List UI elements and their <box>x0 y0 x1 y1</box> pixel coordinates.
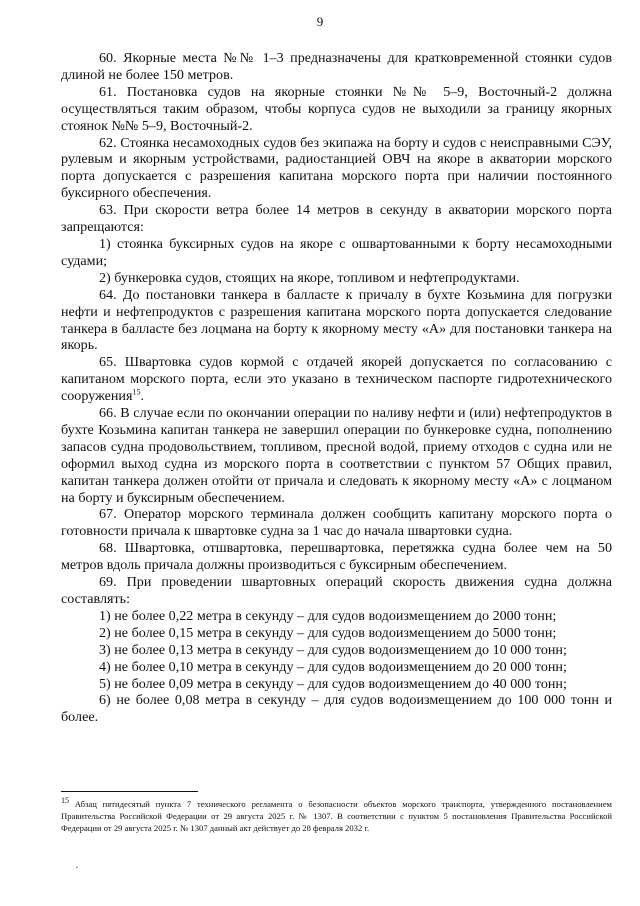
paragraph-65-text: 65. Швартовка судов кормой с отдачей якорей допускается по согласованию с капитаном морского порта, если это указано в техническом паспорте гидротехнического сооружения <box>61 354 612 405</box>
stray-mark: · <box>75 862 79 874</box>
document-body <box>61 50 612 726</box>
paragraph-69-item-5: 5) не более 0,09 метра в секунду – для судов водоизмещением до 40 000 тонн; <box>99 675 567 692</box>
paragraph-69-item-1: 1) не более 0,22 метра в секунду – для судов водоизмещением до 2000 тонн; <box>99 607 557 624</box>
paragraph-67: 67. Оператор морского терминала должен сообщить капитану морского порта о готовности причала к швартовке судна за 1 час до начала швартовки судна. <box>61 506 612 540</box>
paragraph-65-end: . <box>140 388 144 405</box>
paragraph-64: 64. До постановки танкера в балласте к причалу в бухте Козьмина для погрузки нефти и нефтепродуктов с разрешения капитана морского порта допускается следование танкера в балласте без лоцмана на борту к якорному месту «А» для постановки танкера на якорь. <box>61 286 612 354</box>
paragraph-69: 69. При проведении швартовных операций скорость движения судна должна составлять: <box>61 574 612 607</box>
paragraph-61: 61. Постановка судов на якорные стоянки №№ 5–9, Восточный-2 должна осуществляться таким образом, чтобы корпуса судов не выходили за границу якорных стоянок №№ 5–9, Восточный-2. <box>61 83 612 134</box>
paragraph-63-item-1: 1) стоянка буксирных судов на якоре с ошвартованными к борту несамоходными судами; <box>61 235 612 269</box>
paragraph-69-item-3: 3) не более 0,13 метра в секунду – для судов водоизмещением до 10 000 тонн; <box>99 641 567 658</box>
paragraph-63-item-2: 2) бункеровка судов, стоящих на якоре, топливом и нефтепродуктами. <box>99 269 520 286</box>
paragraph-65 <box>61 354 612 405</box>
paragraph-69-item-6: 6) не более 0,08 метра в секунду – для судов водоизмещением до 100 000 тонн и более. <box>61 692 612 726</box>
page-number: 9 <box>316 14 324 29</box>
paragraph-63: 63. При скорости ветра более 14 метров в секунду в акватории морского порта запрещаются: <box>61 202 612 236</box>
footnote-text: Абзац пятидесятый пункта 7 технического регламента о безопасности объектов морского транспорта, утвержденного постановлением Правительства Российской Федерации от 29 августа 2025 г. № 1307. В соответствии с пунктом 5 постановления Правительства Российской Федерации от 29 августа 2025 г. № 1307 данный акт действует до 28 февраля 2032 г. <box>61 799 612 834</box>
paragraph-69-item-2: 2) не более 0,15 метра в секунду – для судов водоизмещением до 5000 тонн; <box>99 624 557 641</box>
paragraph-69-item-4: 4) не более 0,10 метра в секунду – для судов водоизмещением до 20 000 тонн; <box>99 658 567 675</box>
footnote-reference: 15 <box>132 387 141 397</box>
paragraph-66: 66. В случае если по окончании операции по наливу нефти и (или) нефтепродуктов в бухте Козьмина капитан танкера не завершил операции по бункеровке судна, пополнению запасов судна продовольствием, топливом, пресной водой, приему отходов с судна или не оформил выход судна из морского порта в соответствии с пунктом 57 Общих правил, капитан танкера должен отойти от причала и следовать к якорному месту «А» с лоцманом на борту и буксирным обеспечением. <box>61 405 612 506</box>
paragraph-62: 62. Стоянка несамоходных судов без экипажа на борту и судов с неисправными СЭУ, рулевым и якорным устройствами, радиостанцией ОВЧ на якоре в акватории морского порта допускается с разрешения капитана морского порта при наличии постоянного буксирного обеспечения. <box>61 134 612 202</box>
paragraph-60: 60. Якорные места №№ 1–3 предназначены для кратковременной стоянки судов длиной не более 150 метров. <box>61 50 612 83</box>
footnote-marker: 15 <box>61 796 69 806</box>
footnote-divider <box>61 791 198 792</box>
paragraph-68: 68. Швартовка, отшвартовка, перешвартовка, перетяжка судна более чем на 50 метров вдоль причала должны производиться с буксирным обеспечением. <box>61 540 612 574</box>
footnote <box>61 798 612 835</box>
